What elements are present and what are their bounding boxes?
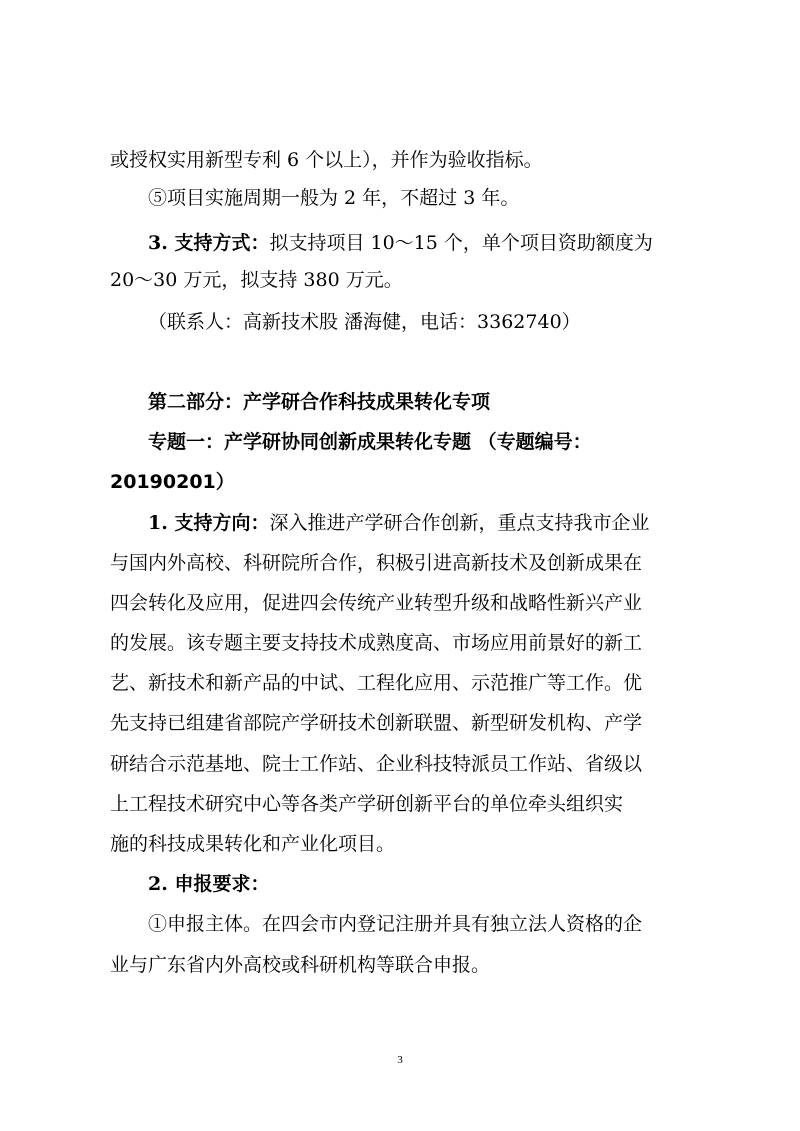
text-line: 或授权实用新型专利 6 个以上），并作为验收指标。 xyxy=(110,149,543,171)
text-line: ⑤项目实施周期一般为 2 年，不超过 3 年。 xyxy=(148,187,520,209)
section-text: 深入推进产学研合作创新，重点支持我市企业 xyxy=(269,512,650,534)
text-line: 业与广东省内外高校或科研机构等联合申报。 xyxy=(110,954,491,976)
text-line: ①申报主体。在四会市内登记注册并具有独立法人资格的企 xyxy=(148,913,643,935)
topic-code: 20190201） xyxy=(110,471,235,493)
text-line: 艺、新技术和新产品的中试、工程化应用、示范推广等工作。优 xyxy=(110,672,643,694)
section-text: 拟支持项目 10～15 个，单个项目资助额度为 xyxy=(269,232,653,254)
text-line: 研结合示范基地、院士工作站、企业科技特派员工作站、省级以 xyxy=(110,753,643,775)
text-line: 与国内外高校、科研院所合作，积极引进高新技术及创新成果在 xyxy=(110,552,643,574)
text-line: 的发展。该专题主要支持技术成熟度高、市场应用前景好的新工 xyxy=(110,632,643,654)
topic-heading: 专题一：产学研协同创新成果转化专题 （专题编号： xyxy=(148,431,592,453)
section-label: 3. 支持方式： xyxy=(148,232,270,254)
contact-line: （联系人：高新技术股 潘海健，电话：3362740） xyxy=(148,311,581,333)
text-line xyxy=(148,509,800,537)
section-heading: 2. 申报要求： xyxy=(148,873,270,895)
text-line: 先支持已组建省部院产学研技术创新联盟、新型研发机构、产学 xyxy=(110,712,643,734)
text-line: 20～30 万元，拟支持 380 万元。 xyxy=(110,269,403,291)
text-line xyxy=(148,229,800,257)
section-label: 1. 支持方向： xyxy=(148,512,270,534)
text-line: 施的科技成果转化和产业化项目。 xyxy=(110,833,396,855)
text-line: 四会转化及应用，促进四会传统产业转型升级和战略性新兴产业 xyxy=(110,592,643,614)
page-number: 3 xyxy=(397,1054,403,1066)
part-heading: 第二部分：产学研合作科技成果转化专项 xyxy=(148,391,491,413)
text-line: 上工程技术研究中心等各类产学研创新平台的单位牵头组织实 xyxy=(110,793,624,815)
